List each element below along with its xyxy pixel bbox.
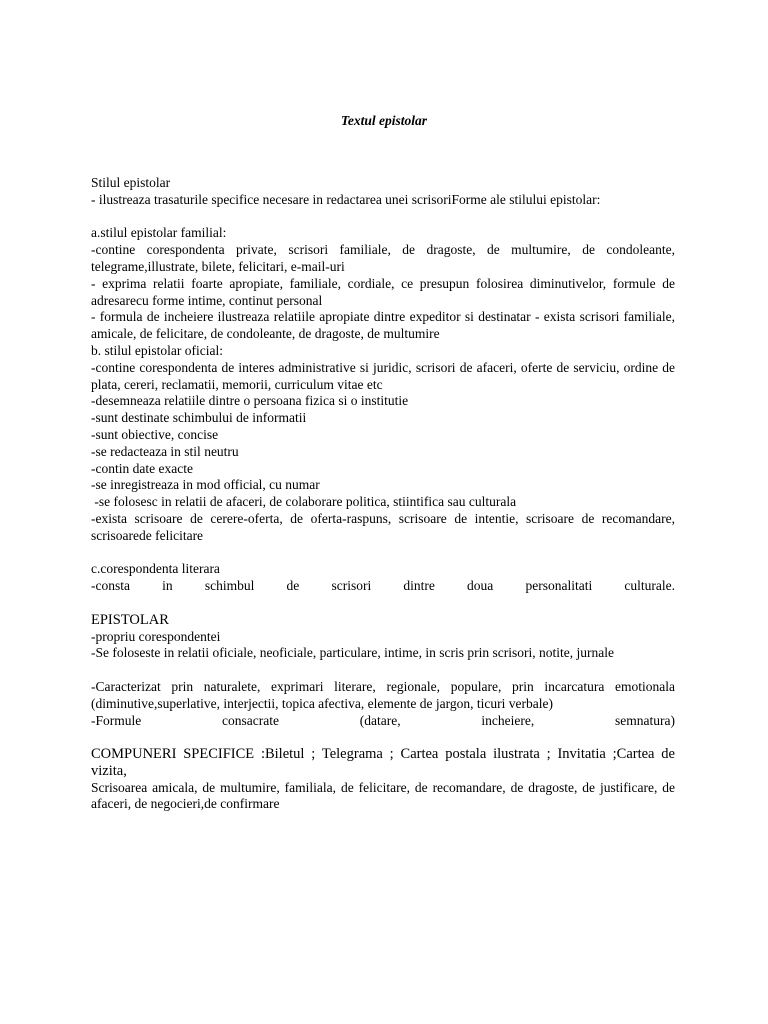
oficial-line: -se redacteaza in stil neutru [91, 443, 239, 459]
document-title: Textul epistolar [340, 113, 428, 128]
oficial-line: -sunt obiective, concise [91, 426, 219, 442]
document-body [91, 175, 675, 813]
oficial-line: -contin date exacte [91, 460, 193, 476]
familial-line: - exprima relatii foarte apropiate, familiale, cordiale, ce presupun folosirea diminutivelor, formule de adresarecu forme intime, continut personal [91, 275, 675, 308]
epistolar-line: -Se foloseste in relatii oficiale, neoficiale, particulare, intime, in scris prin scrisori, notite, jurnale [91, 645, 614, 661]
oficial-line: -contine corespondenta de interes administrative si juridic, scrisori de afaceri, oferte de serviciu, ordine de plata, cereri, reclamatii, memorii, curriculum vitae etc [91, 359, 675, 392]
familial-line: -contine corespondenta private, scrisori familiale, de dragoste, de multumire, de condoleante, telegrame,illustrate, bilete, felicitari, e-mail-uri [91, 242, 675, 274]
epistolar-line: -propriu corespondentei [91, 628, 221, 644]
section-heading-oficial: b. stilul epistolar oficial: [91, 342, 223, 358]
compuneri-specifice-line: COMPUNERI SPECIFICE :Biletul ; Telegrama ; Cartea postala ilustrata ; Invitatia ;Cartea de vizita, [91, 746, 675, 779]
oficial-line: -sunt destinate schimbului de informatii [91, 410, 307, 426]
oficial-line: -se inregistreaza in mod official, cu numar [91, 477, 320, 493]
spacer [91, 545, 675, 562]
oficial-line: -exista scrisoare de cerere-oferta, de oferta-raspuns, scrisoare de intentie, scrisoare de recomandare, scrisoarede felicitare [91, 510, 675, 543]
compuneri-specifice-line: Scrisoarea amicala, de multumire, familiala, de felicitare, de recomandare, de dragoste, de justificare, de afaceri, de negocieri,de confirmare [91, 779, 675, 812]
spacer [91, 595, 675, 612]
familial-line: - formula de incheiere ilustreaza relatiile apropiate dintre expeditor si destinatar - exista scrisori familiale, amicale, de felicitare, de condoleante, de dragoste, de multumire [91, 309, 675, 342]
epistolar-formule: -Formule consacrate (datare, incheiere, semnatura) [91, 712, 675, 728]
oficial-line: -desemneaza relatiile dintre o persoana fizica si o institutie [91, 393, 409, 409]
section-heading-epistolar: EPISTOLAR [91, 611, 169, 628]
section-heading-stilul-epistolar: Stilul epistolar [91, 175, 171, 190]
stilul-epistolar-definition: - ilustreaza trasaturile specifice necesare in redactarea unei scrisoriForme ale stilului epistolar: [91, 191, 601, 207]
literara-line: -consta in schimbul de scrisori dintre doua personalitati culturale. [91, 578, 675, 594]
spacer [91, 662, 675, 679]
spacer [91, 729, 675, 746]
epistolar-characteristics: -Caracterizat prin naturalete, exprimari literare, regionale, populare, prin incarcatura emotionala (diminutive,superlative, interjectii, topica afectiva, elemente de jargon, ticuri verbale) [91, 678, 675, 711]
oficial-line: -se folosesc in relatii de afaceri, de colaborare politica, stiintifica sau culturala [91, 494, 517, 510]
spacer [91, 209, 675, 226]
section-heading-familial: a.stilul epistolar familial: [91, 225, 227, 241]
section-heading-literara: c.corespondenta literara [91, 561, 220, 577]
